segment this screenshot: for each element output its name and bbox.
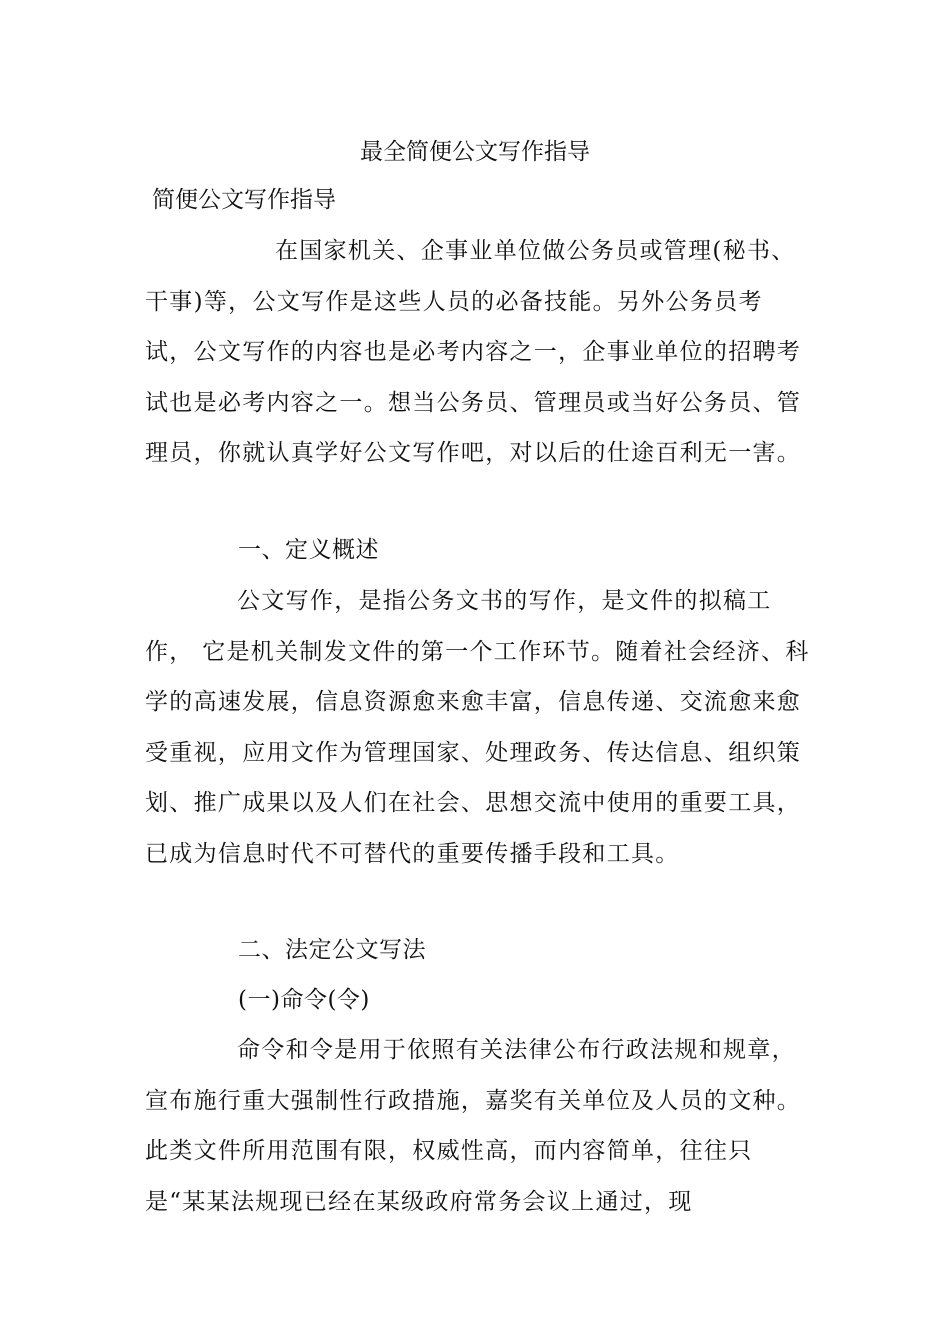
document-subtitle: 简便公文写作指导 (152, 187, 336, 213)
paragraph-definition (145, 576, 810, 879)
paragraph-order (145, 1025, 810, 1227)
paragraph-intro-text: 在国家机关、企事业单位做公务员或管理(秘书、干事)等，公文写作是这些人员的必备技能。另外公务员考试，公文写作的内容也是必考内容之一，企事业单位的招聘考试也是必考内容之一。想当公务员、管理员或当好公务员、管理员，你就认真学好公文写作吧，对以后的仕途百利无一害。 (145, 238, 802, 466)
section-heading-definition: 一、定义概述 (238, 537, 379, 563)
section-heading-legal-writing: 二、法定公文写法 (238, 937, 426, 963)
subsection-heading-order: (一)命令(令) (238, 987, 370, 1013)
paragraph-intro (145, 226, 810, 479)
paragraph-order-text: 命令和令是用于依照有关法律公布行政法规和规章，宣布施行重大强制性行政措施，嘉奖有关单位及人员的文种。此类文件所用范围有限，权威性高，而内容简单，往往只是“某某法规现已经在某级政府常务会议上通过，现 (145, 1037, 802, 1215)
document-title: 最全简便公文写作指导 (360, 139, 590, 165)
paragraph-definition-text: 公文写作，是指公务文书的写作，是文件的拟稿工作， 它是机关制发文件的第一个工作环节。随着社会经济、科学的高速发展，信息资源愈来愈丰富，信息传递、交流愈来愈受重视，应用文作为管理国家、处理政务、传达信息、组织策划、推广成果以及人们在社会、思想交流中使用的重要工具，已成为信息时代不可替代的重要传播手段和工具。 (145, 588, 810, 867)
